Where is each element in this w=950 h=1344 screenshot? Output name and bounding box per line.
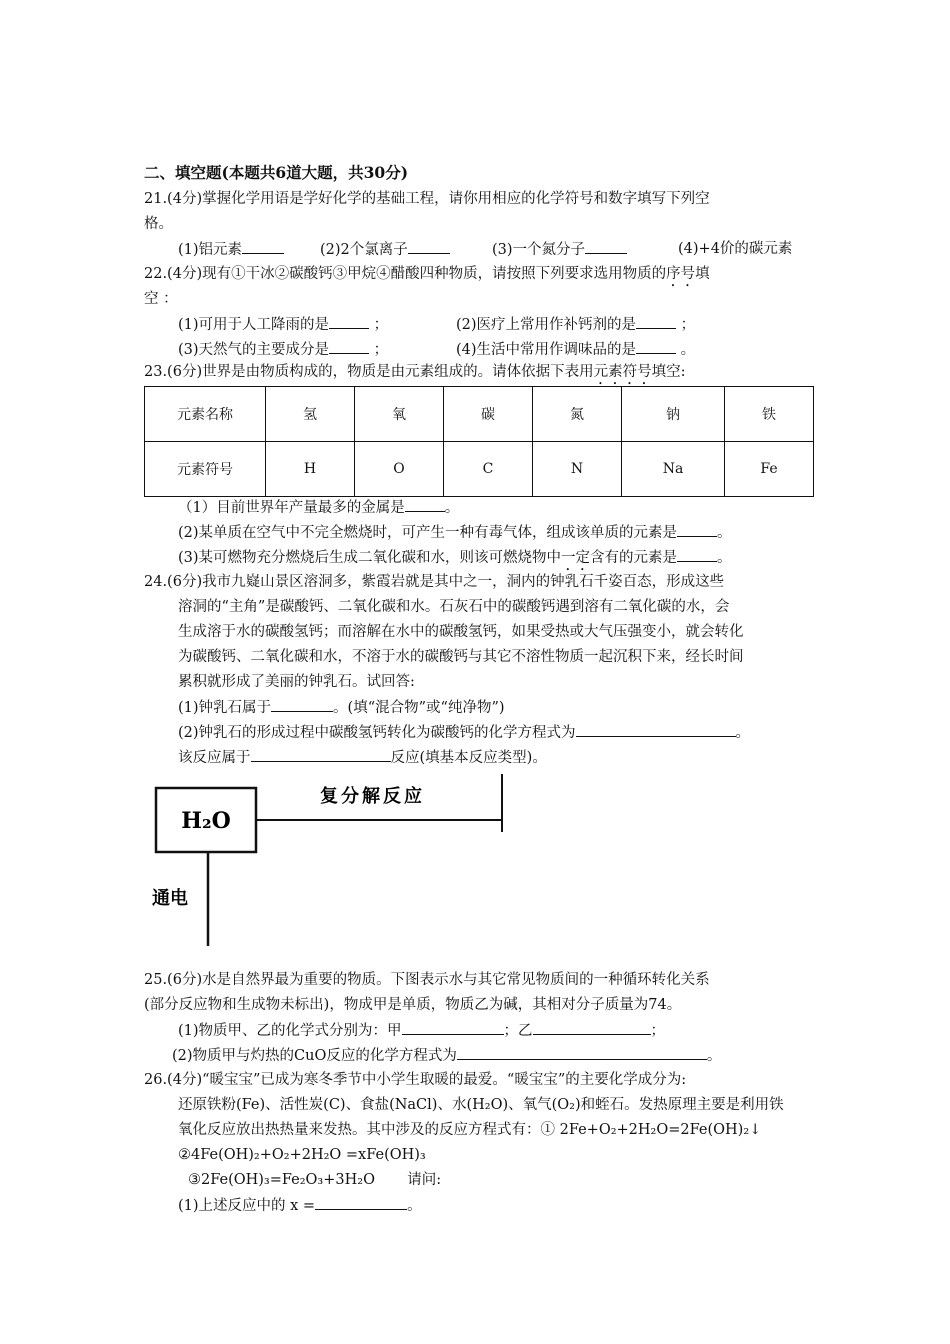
answer-blank[interactable] <box>251 747 391 762</box>
table-row-label: 元素名称 <box>145 387 266 442</box>
q23-sub-1: （1）目前世界年产量最多的金属是 。 <box>178 497 459 518</box>
element-name: 氢 <box>266 387 355 442</box>
answer-blank[interactable] <box>576 722 736 737</box>
q24-line4: 为碳酸钙、二氧化碳和水，不溶于水的碳酸钙与其它不溶性物质一起沉积下来，经长时间 <box>178 649 744 665</box>
answer-blank[interactable] <box>457 1045 707 1060</box>
answer-blank[interactable] <box>677 522 717 537</box>
q24-sub-3: 该反应属于 反应(填基本反应类型)。 <box>178 747 547 768</box>
answer-blank[interactable] <box>585 239 627 254</box>
q22-line1: 22.(4分)现有①干冰②碳酸钙③甲烷④醋酸四种物质，请按照下列要求选用物质的序号填 <box>144 266 710 282</box>
element-table <box>144 386 814 497</box>
q21-item-4: (4)+4价的碳元素 <box>678 241 793 257</box>
answer-blank[interactable] <box>329 314 369 329</box>
answer-blank[interactable] <box>405 497 445 512</box>
q24-line5: 累积就形成了美丽的钟乳石。试回答: <box>178 674 415 690</box>
q24-line3: 生成溶于水的碳酸氢钙；而溶解在水中的碳酸氢钙，如果受热或大气压强变小，就会转化 <box>178 624 744 640</box>
side-label: 通电 <box>152 888 188 909</box>
q22-item-2: (2)医疗上常用作补钙剂的是 ； <box>456 314 695 335</box>
element-name: 钠 <box>622 387 725 442</box>
element-name: 氮 <box>533 387 622 442</box>
q26-line1: 26.(4分)“暖宝宝”已成为寒冬季节中小学生取暖的最爱。“暖宝宝”的主要化学成分为: <box>144 1072 687 1088</box>
answer-blank[interactable] <box>402 1020 504 1035</box>
q23-sub-3: (3)某可燃物充分燃烧后生成二氧化碳和水，则该可燃烧物中一定含有的元素是 。 <box>178 547 732 574</box>
q21-line1: 21.(4分)掌握化学用语是学好化学的基础工程，请你用相应的化学符号和数字填写下列空 <box>144 191 710 207</box>
answer-blank[interactable] <box>636 314 676 329</box>
table-row-label: 元素符号 <box>145 442 266 497</box>
element-name: 氧 <box>355 387 444 442</box>
answer-blank[interactable] <box>677 547 717 562</box>
element-symbol: N <box>533 442 622 497</box>
q26-line3: 氧化反应放出热热量来发热。其中涉及的反应方程式有：① 2Fe+O₂+2H₂O=2Fe(OH)₂↓ <box>178 1122 762 1138</box>
q25-line1: 25.(6分)水是自然界最为重要的物质。下图表示水与其它常见物质间的一种循环转化关系 <box>144 972 710 988</box>
q25-line2: (部分反应物和生成物未标出)，物成甲是单质，物质乙为碱，其相对分子质量为74。 <box>144 997 682 1013</box>
q24-line2: 溶洞的“主角”是碳酸钙、二氧化碳和水。石灰石中的碳酸钙遇到溶有二氧化碳的水，会 <box>178 599 730 615</box>
element-symbol: Fe <box>725 442 814 497</box>
q26-sub-1: (1)上述反应中的 x = 。 <box>178 1195 422 1216</box>
q26-line2: 还原铁粉(Fe)、活性炭(C)、食盐(NaCl)、水(H₂O)、氧气(O₂)和蛭石。发热原理主要是利用铁 <box>178 1097 784 1113</box>
element-name: 碳 <box>444 387 533 442</box>
q22-item-3: (3)天然气的主要成分是 ； <box>178 339 388 360</box>
q22-line2: 空 ： <box>144 291 178 307</box>
q24-sub-2: (2)钟乳石的形成过程中碳酸氢钙转化为碳酸钙的化学方程式为 。 <box>178 722 750 743</box>
q25-sub-1: (1)物质甲、乙的化学式分别为：甲 ；乙 ； <box>178 1020 665 1041</box>
answer-blank[interactable] <box>329 339 369 354</box>
element-symbol: O <box>355 442 444 497</box>
element-symbol: C <box>444 442 533 497</box>
table-row <box>145 387 814 442</box>
q26-line4: ②4Fe(OH)₂+O₂+2H₂O =xFe(OH)₃ <box>178 1147 426 1163</box>
answer-blank[interactable] <box>315 1195 407 1210</box>
q24-line1: 24.(6分)我市九嶷山景区溶洞多，紫霞岩就是其中之一，洞内的钟乳石千姿百态，形成这些 <box>144 574 725 590</box>
arrow-label: 复分解反应 <box>320 786 425 807</box>
q21-item-3: (3)一个氮分子 <box>492 239 627 260</box>
section-title: 二、填空题(本题共6道大题，共30分) <box>144 163 409 182</box>
answer-blank[interactable] <box>242 239 284 254</box>
q21-item-2: (2)2个氯离子 <box>320 239 450 260</box>
q26-line5: ③2Fe(OH)₃=Fe₂O₃+3H₂O 请问: <box>188 1172 442 1188</box>
q21-line2: 格。 <box>144 216 173 232</box>
q24-sub-1: (1)钟乳石属于 。(填“混合物”或“纯净物”) <box>178 697 505 718</box>
q22-item-1: (1)可用于人工降雨的是 ； <box>178 314 388 335</box>
answer-blank[interactable] <box>533 1020 651 1035</box>
q22-item-4: (4)生活中常用作调味品的是 。 <box>456 339 695 360</box>
water-cycle-diagram <box>150 768 530 948</box>
table-row <box>145 442 814 497</box>
answer-blank[interactable] <box>271 697 333 712</box>
element-symbol: H <box>266 442 355 497</box>
q23-line1: 23.(6分)世界是由物质构成的，物质是由元素组成的。请体依据下表用元素符号填空: <box>144 364 686 380</box>
h2o-label: H₂O <box>181 808 231 834</box>
q25-sub-2: (2)物质甲与灼热的CuO反应的化学方程式为 。 <box>172 1045 721 1066</box>
q21-item-1: (1)铝元素 <box>178 239 284 260</box>
q23-sub-2: (2)某单质在空气中不完全燃烧时，可产生一种有毒气体，组成该单质的元素是 。 <box>178 522 732 543</box>
answer-blank[interactable] <box>636 339 676 354</box>
answer-blank[interactable] <box>408 239 450 254</box>
element-name: 铁 <box>725 387 814 442</box>
element-symbol: Na <box>622 442 725 497</box>
